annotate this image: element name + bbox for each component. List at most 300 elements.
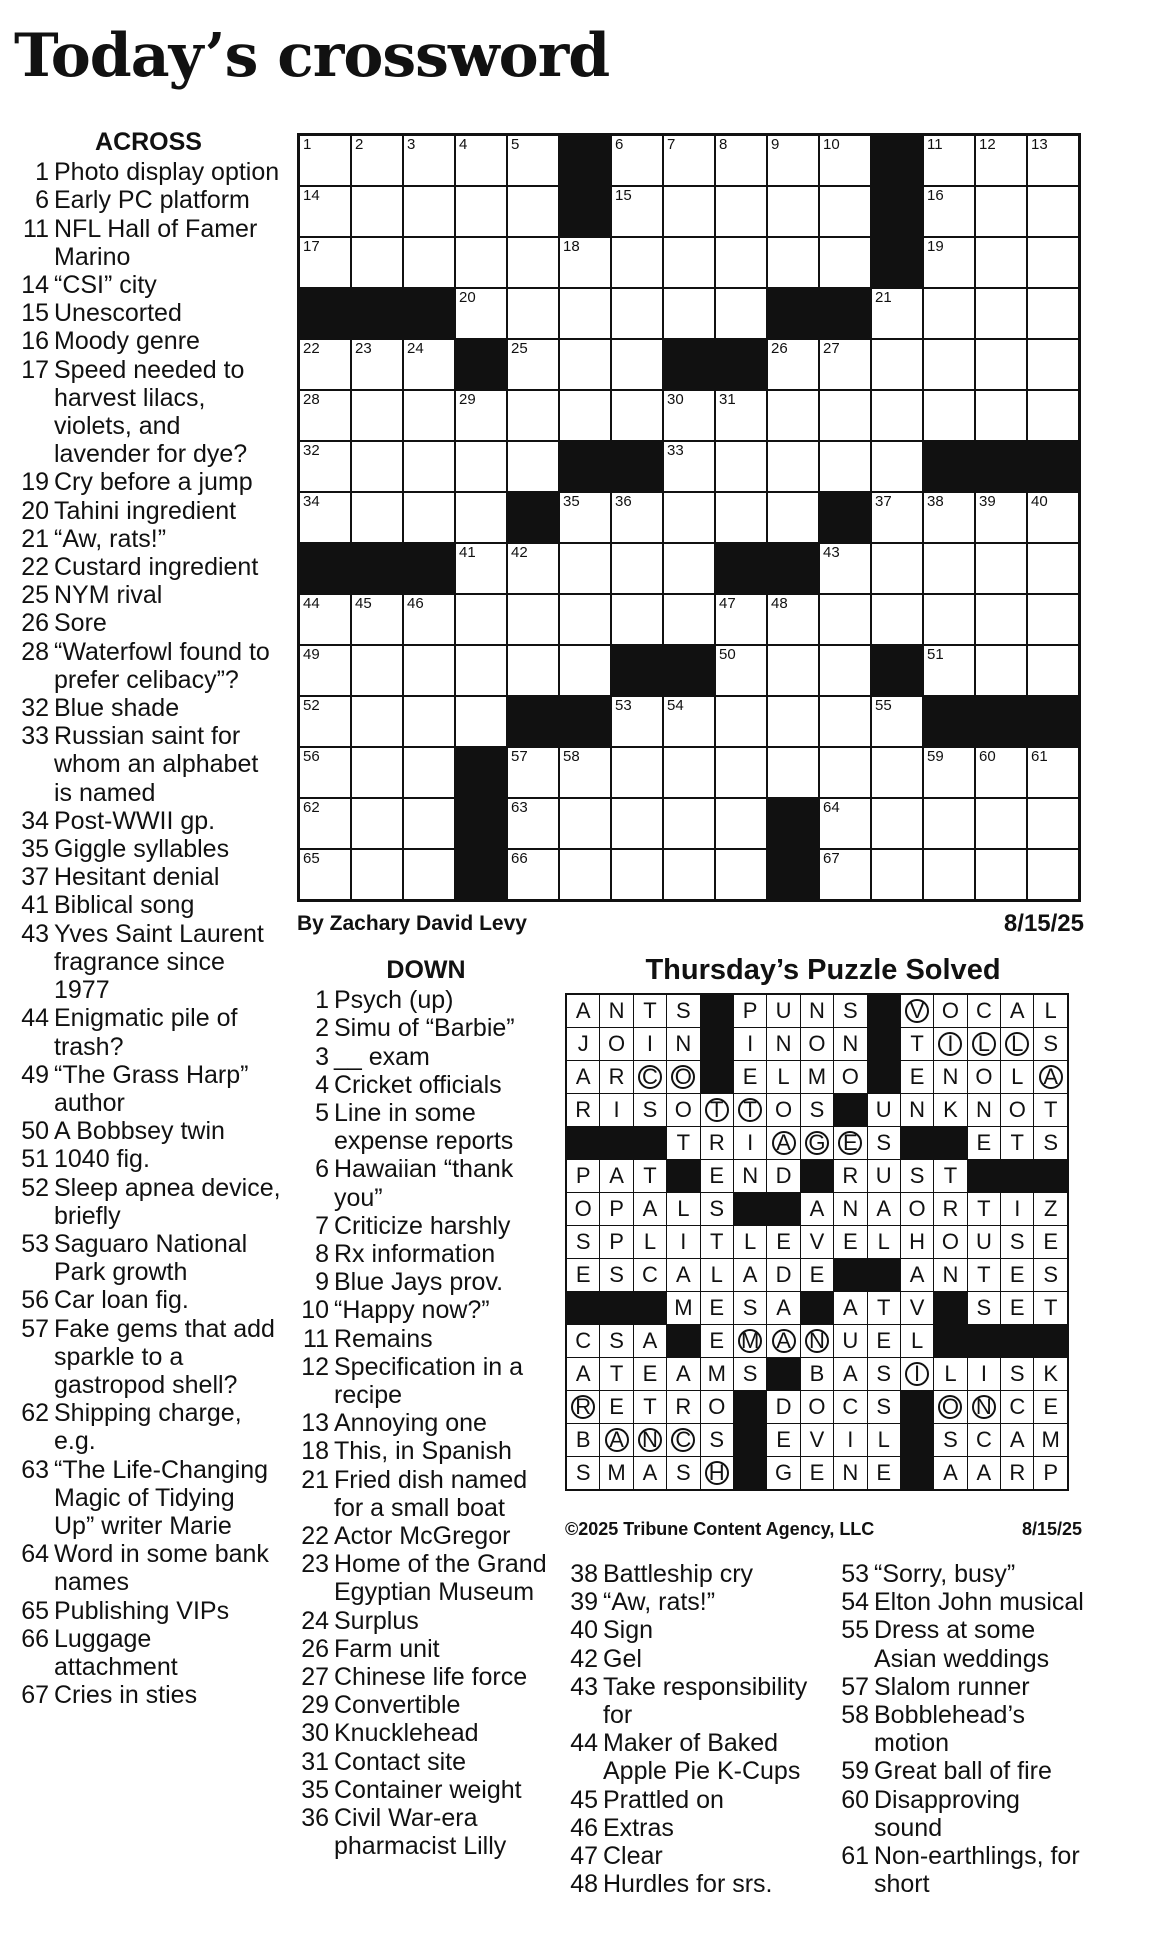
grid-cell[interactable] (820, 646, 870, 695)
grid-cell[interactable] (456, 442, 506, 491)
grid-cell[interactable] (924, 799, 974, 848)
solution-letter: I (747, 1031, 754, 1056)
solution-letter: E (742, 1064, 758, 1089)
grid-cell[interactable] (612, 595, 662, 644)
grid-cell[interactable] (456, 289, 506, 338)
solution-cell (600, 1028, 632, 1060)
solution-black-square (734, 1193, 766, 1225)
grid-cell[interactable] (664, 442, 714, 491)
page-title: Today’s crossword (14, 21, 610, 91)
grid-cell[interactable] (352, 697, 402, 746)
clue-text: Farm unit (334, 1634, 440, 1663)
solution-cell (834, 1424, 866, 1456)
grid-cell[interactable] (872, 799, 922, 848)
solution-cell (968, 1028, 1000, 1060)
grid-cell[interactable] (352, 442, 402, 491)
grid-cell[interactable] (612, 697, 662, 746)
grid-cell[interactable] (404, 748, 454, 797)
grid-cell[interactable] (1028, 289, 1078, 338)
grid-cell[interactable] (352, 850, 402, 899)
cell-number: 67 (823, 850, 840, 867)
grid-cell[interactable] (352, 391, 402, 440)
grid-cell[interactable] (924, 238, 974, 287)
grid-cell[interactable] (352, 340, 402, 389)
grid-cell[interactable] (508, 595, 558, 644)
grid-cell[interactable] (976, 187, 1026, 236)
cell-number: 43 (823, 544, 840, 561)
clue-number: 35 (301, 1775, 329, 1804)
grid-cell[interactable] (612, 340, 662, 389)
grid-cell[interactable] (924, 340, 974, 389)
grid-cell[interactable] (1028, 238, 1078, 287)
grid-cell[interactable] (924, 187, 974, 236)
grid-cell[interactable] (508, 187, 558, 236)
solution-letter: O (808, 1031, 826, 1056)
solution-letter: V (809, 1229, 825, 1254)
solution-letter: I (747, 1130, 754, 1155)
grid-cell[interactable] (456, 187, 506, 236)
grid-cell[interactable] (560, 289, 610, 338)
grid-cell[interactable] (872, 544, 922, 593)
grid-cell[interactable] (976, 646, 1026, 695)
cell-number: 52 (303, 697, 320, 714)
clue-text: Early PC platform (54, 186, 250, 215)
grid-cell[interactable] (456, 646, 506, 695)
solution-cell (801, 1259, 833, 1291)
grid-cell[interactable] (768, 595, 818, 644)
grid-cell[interactable] (404, 391, 454, 440)
clue-number: 33 (21, 722, 49, 751)
solution-cell (701, 1127, 733, 1159)
grid-cell[interactable] (924, 748, 974, 797)
grid-cell[interactable] (768, 697, 818, 746)
solution-letter: O (674, 1097, 692, 1122)
grid-cell[interactable] (664, 187, 714, 236)
solution-letter: N (972, 1395, 996, 1419)
solution-cell (767, 1259, 799, 1291)
grid-cell[interactable] (352, 493, 402, 542)
grid-cell[interactable] (560, 595, 610, 644)
solution-letter: A (575, 1361, 591, 1386)
grid-cell[interactable] (300, 136, 350, 185)
grid-cell[interactable] (768, 136, 818, 185)
clue-item (16, 186, 281, 214)
grid-cell[interactable] (612, 799, 662, 848)
clue-text: Photo display option (54, 158, 280, 187)
grid-cell[interactable] (456, 136, 506, 185)
cell-number: 46 (407, 595, 424, 612)
clue-text: Shipping charge, e.g. (54, 1399, 242, 1456)
grid-cell[interactable] (300, 799, 350, 848)
black-square (768, 289, 818, 338)
solution-cell (567, 1391, 599, 1423)
clue-number: 50 (21, 1117, 49, 1146)
solution-cell (600, 1193, 632, 1225)
grid-cell[interactable] (976, 493, 1026, 542)
grid-cell[interactable] (664, 748, 714, 797)
clue-number: 64 (21, 1540, 49, 1569)
grid-cell[interactable] (456, 697, 506, 746)
grid-cell[interactable] (508, 289, 558, 338)
grid-cell[interactable] (456, 238, 506, 287)
solution-letter: T (1043, 1295, 1058, 1320)
grid-cell[interactable] (924, 595, 974, 644)
grid-cell[interactable] (560, 646, 610, 695)
grid-cell[interactable] (560, 748, 610, 797)
grid-cell[interactable] (768, 238, 818, 287)
solution-cell (634, 1061, 666, 1093)
solution-cell (1001, 1127, 1033, 1159)
grid-cell[interactable] (976, 595, 1026, 644)
clue-item (16, 581, 281, 609)
grid-cell[interactable] (820, 136, 870, 185)
grid-cell[interactable] (1028, 340, 1078, 389)
solution-cell (901, 995, 933, 1027)
grid-cell[interactable] (560, 238, 610, 287)
clue-number: 45 (570, 1785, 598, 1814)
clue-text: Simu of “Barbie” (334, 1014, 515, 1043)
grid-cell[interactable] (300, 850, 350, 899)
grid-cell[interactable] (872, 493, 922, 542)
grid-cell[interactable] (612, 391, 662, 440)
grid-cell[interactable] (768, 646, 818, 695)
clue-number: 44 (21, 1004, 49, 1033)
grid-cell[interactable] (976, 748, 1026, 797)
solution-letter: R (575, 1097, 592, 1122)
grid-cell[interactable] (612, 289, 662, 338)
crossword-grid[interactable] (297, 133, 1081, 902)
grid-cell[interactable] (716, 697, 766, 746)
solution-letter: N (842, 1460, 859, 1485)
grid-cell[interactable] (716, 595, 766, 644)
grid-cell[interactable] (820, 799, 870, 848)
grid-cell[interactable] (352, 136, 402, 185)
solution-cell (701, 1226, 733, 1258)
grid-cell[interactable] (352, 595, 402, 644)
grid-cell[interactable] (924, 544, 974, 593)
grid-cell[interactable] (404, 595, 454, 644)
clue-item (16, 638, 281, 694)
solution-letter: T (738, 1098, 762, 1122)
grid-cell[interactable] (872, 442, 922, 491)
grid-cell[interactable] (508, 442, 558, 491)
grid-cell[interactable] (1028, 850, 1078, 899)
grid-cell[interactable] (768, 391, 818, 440)
grid-cell[interactable] (924, 289, 974, 338)
solution-cell (734, 1160, 766, 1192)
grid-cell[interactable] (820, 340, 870, 389)
grid-cell[interactable] (352, 238, 402, 287)
grid-cell[interactable] (300, 340, 350, 389)
solution-letter: C (975, 998, 992, 1023)
solution-letter: E (1043, 1229, 1058, 1254)
solution-black-square (634, 1127, 666, 1159)
grid-cell[interactable] (924, 850, 974, 899)
solution-letter: T (1010, 1130, 1024, 1155)
grid-cell[interactable] (716, 289, 766, 338)
grid-cell[interactable] (404, 136, 454, 185)
grid-cell[interactable] (820, 187, 870, 236)
solution-cell (600, 1457, 632, 1489)
solution-cell (1001, 1028, 1033, 1060)
solution-black-square (667, 1160, 699, 1192)
grid-cell[interactable] (300, 493, 350, 542)
cell-number: 22 (303, 340, 320, 357)
grid-cell[interactable] (872, 289, 922, 338)
solution-cell (1034, 995, 1066, 1027)
grid-cell[interactable] (352, 646, 402, 695)
grid-cell[interactable] (404, 187, 454, 236)
solution-black-square (667, 1325, 699, 1357)
solution-letter: O (608, 1031, 626, 1056)
solution-letter: C (671, 1428, 695, 1452)
grid-cell[interactable] (716, 646, 766, 695)
grid-cell[interactable] (664, 238, 714, 287)
cell-number: 60 (979, 748, 996, 765)
grid-cell[interactable] (508, 646, 558, 695)
grid-cell[interactable] (664, 799, 714, 848)
black-square (768, 799, 818, 848)
grid-cell[interactable] (612, 493, 662, 542)
grid-cell[interactable] (664, 595, 714, 644)
grid-cell[interactable] (612, 748, 662, 797)
grid-cell[interactable] (560, 850, 610, 899)
grid-cell[interactable] (300, 748, 350, 797)
solution-cell (634, 1358, 666, 1390)
grid-cell[interactable] (508, 391, 558, 440)
clue-text: Unescorted (54, 299, 182, 328)
grid-cell[interactable] (716, 748, 766, 797)
grid-cell[interactable] (820, 442, 870, 491)
clue-item (565, 1673, 833, 1729)
grid-cell[interactable] (456, 544, 506, 593)
solution-cell (634, 1457, 666, 1489)
grid-cell[interactable] (976, 544, 1026, 593)
grid-cell[interactable] (820, 748, 870, 797)
solution-letter: U (975, 1229, 992, 1254)
grid-cell[interactable] (404, 697, 454, 746)
grid-cell[interactable] (872, 340, 922, 389)
grid-cell[interactable] (300, 391, 350, 440)
grid-cell[interactable] (820, 391, 870, 440)
grid-cell[interactable] (1028, 187, 1078, 236)
clue-text: Slalom runner (874, 1672, 1030, 1701)
grid-cell[interactable] (820, 595, 870, 644)
clue-number: 65 (21, 1596, 49, 1625)
solution-cell (734, 1358, 766, 1390)
grid-cell[interactable] (508, 748, 558, 797)
puzzle-date: 8/15/25 (1003, 910, 1084, 937)
solution-cell (834, 1226, 866, 1258)
grid-cell[interactable] (300, 187, 350, 236)
grid-cell[interactable] (508, 136, 558, 185)
grid-cell[interactable] (768, 340, 818, 389)
grid-cell[interactable] (820, 238, 870, 287)
grid-cell[interactable] (508, 850, 558, 899)
clue-number: 22 (21, 553, 49, 582)
clue-item (16, 553, 281, 581)
solution-cell (667, 1226, 699, 1258)
grid-cell[interactable] (716, 442, 766, 491)
grid-cell[interactable] (976, 850, 1026, 899)
clue-number: 54 (841, 1588, 869, 1617)
grid-cell[interactable] (976, 238, 1026, 287)
grid-cell[interactable] (820, 850, 870, 899)
cell-number: 18 (563, 238, 580, 255)
grid-cell[interactable] (404, 493, 454, 542)
grid-cell[interactable] (976, 391, 1026, 440)
grid-cell[interactable] (300, 238, 350, 287)
clue-item (296, 1663, 556, 1691)
solution-letter: A (605, 1428, 629, 1452)
solution-cell (667, 1457, 699, 1489)
grid-cell[interactable] (456, 595, 506, 644)
grid-cell[interactable] (664, 493, 714, 542)
clue-number: 6 (35, 186, 49, 215)
grid-cell[interactable] (664, 850, 714, 899)
grid-cell[interactable] (664, 544, 714, 593)
clue-number: 22 (301, 1522, 329, 1551)
clue-text: Civil War-era pharmacist Lilly (334, 1804, 507, 1861)
grid-cell[interactable] (924, 391, 974, 440)
solution-letter: A (642, 1328, 658, 1353)
grid-cell[interactable] (300, 697, 350, 746)
grid-cell[interactable] (1028, 493, 1078, 542)
grid-cell[interactable] (716, 391, 766, 440)
grid-cell[interactable] (768, 187, 818, 236)
solution-letter: M (738, 1329, 762, 1353)
grid-cell[interactable] (924, 493, 974, 542)
grid-cell[interactable] (872, 748, 922, 797)
grid-cell[interactable] (300, 646, 350, 695)
grid-cell[interactable] (508, 799, 558, 848)
grid-cell[interactable] (508, 340, 558, 389)
solution-letter: A (909, 1262, 925, 1287)
solution-black-square (767, 1358, 799, 1390)
clue-number: 11 (303, 1324, 329, 1353)
solution-black-square (901, 1424, 933, 1456)
grid-cell[interactable] (300, 595, 350, 644)
solution-cell (600, 1160, 632, 1192)
grid-cell[interactable] (1028, 595, 1078, 644)
solution-letter: L (777, 1064, 790, 1089)
grid-cell[interactable] (976, 799, 1026, 848)
grid-cell[interactable] (820, 544, 870, 593)
grid-cell[interactable] (1028, 799, 1078, 848)
grid-cell[interactable] (1028, 748, 1078, 797)
solution-letter: C (642, 1262, 658, 1287)
grid-cell[interactable] (404, 442, 454, 491)
grid-cell[interactable] (404, 799, 454, 848)
solution-grid (565, 993, 1069, 1491)
grid-cell[interactable] (664, 289, 714, 338)
grid-cell[interactable] (1028, 646, 1078, 695)
grid-cell[interactable] (508, 544, 558, 593)
grid-cell[interactable] (872, 595, 922, 644)
cell-number: 7 (667, 136, 676, 153)
grid-cell[interactable] (768, 748, 818, 797)
grid-cell[interactable] (352, 187, 402, 236)
solution-cell (634, 1094, 666, 1126)
grid-cell[interactable] (716, 799, 766, 848)
solution-letter: K (943, 1097, 958, 1122)
grid-cell[interactable] (716, 136, 766, 185)
solution-letter: A (575, 1064, 591, 1089)
clue-number: 62 (21, 1399, 49, 1428)
grid-cell[interactable] (560, 493, 610, 542)
grid-cell[interactable] (300, 442, 350, 491)
grid-cell[interactable] (456, 391, 506, 440)
solution-cell (834, 1061, 866, 1093)
grid-cell[interactable] (872, 850, 922, 899)
grid-cell[interactable] (976, 340, 1026, 389)
clue-number: 53 (841, 1560, 869, 1588)
grid-cell[interactable] (612, 544, 662, 593)
grid-cell[interactable] (664, 136, 714, 185)
grid-cell[interactable] (612, 238, 662, 287)
clue-item (16, 722, 281, 807)
grid-cell[interactable] (560, 799, 610, 848)
clue-text: Disapproving sound (874, 1785, 1020, 1842)
grid-cell[interactable] (768, 442, 818, 491)
grid-cell[interactable] (664, 391, 714, 440)
grid-cell[interactable] (352, 799, 402, 848)
solution-black-square (834, 1259, 866, 1291)
grid-cell[interactable] (872, 697, 922, 746)
grid-cell[interactable] (612, 187, 662, 236)
grid-cell[interactable] (612, 850, 662, 899)
grid-cell[interactable] (560, 544, 610, 593)
grid-cell[interactable] (612, 136, 662, 185)
grid-cell[interactable] (716, 238, 766, 287)
solution-letter: S (709, 1196, 725, 1221)
solution-cell (767, 1094, 799, 1126)
grid-cell[interactable] (716, 187, 766, 236)
grid-cell[interactable] (404, 646, 454, 695)
grid-cell[interactable] (716, 493, 766, 542)
grid-cell[interactable] (1028, 544, 1078, 593)
grid-cell[interactable] (1028, 391, 1078, 440)
grid-cell[interactable] (664, 697, 714, 746)
grid-cell[interactable] (716, 850, 766, 899)
grid-cell[interactable] (352, 748, 402, 797)
clue-text: Tahini ingredient (54, 496, 237, 525)
grid-cell[interactable] (404, 238, 454, 287)
solution-cell (968, 1457, 1000, 1489)
grid-cell[interactable] (560, 340, 610, 389)
grid-cell[interactable] (976, 289, 1026, 338)
clue-number: 44 (570, 1729, 598, 1758)
grid-cell[interactable] (924, 646, 974, 695)
grid-cell[interactable] (924, 136, 974, 185)
grid-cell[interactable] (976, 136, 1026, 185)
grid-cell[interactable] (508, 238, 558, 287)
solution-cell (968, 1127, 1000, 1159)
grid-cell[interactable] (820, 697, 870, 746)
cell-number: 24 (407, 340, 424, 357)
black-square (976, 697, 1026, 746)
grid-cell[interactable] (1028, 136, 1078, 185)
grid-cell[interactable] (872, 391, 922, 440)
solution-cell (834, 995, 866, 1027)
solution-cell (600, 1358, 632, 1390)
grid-cell[interactable] (560, 391, 610, 440)
grid-cell[interactable] (768, 493, 818, 542)
grid-cell[interactable] (404, 340, 454, 389)
cell-number: 4 (459, 136, 468, 153)
grid-cell[interactable] (404, 850, 454, 899)
grid-cell[interactable] (456, 493, 506, 542)
